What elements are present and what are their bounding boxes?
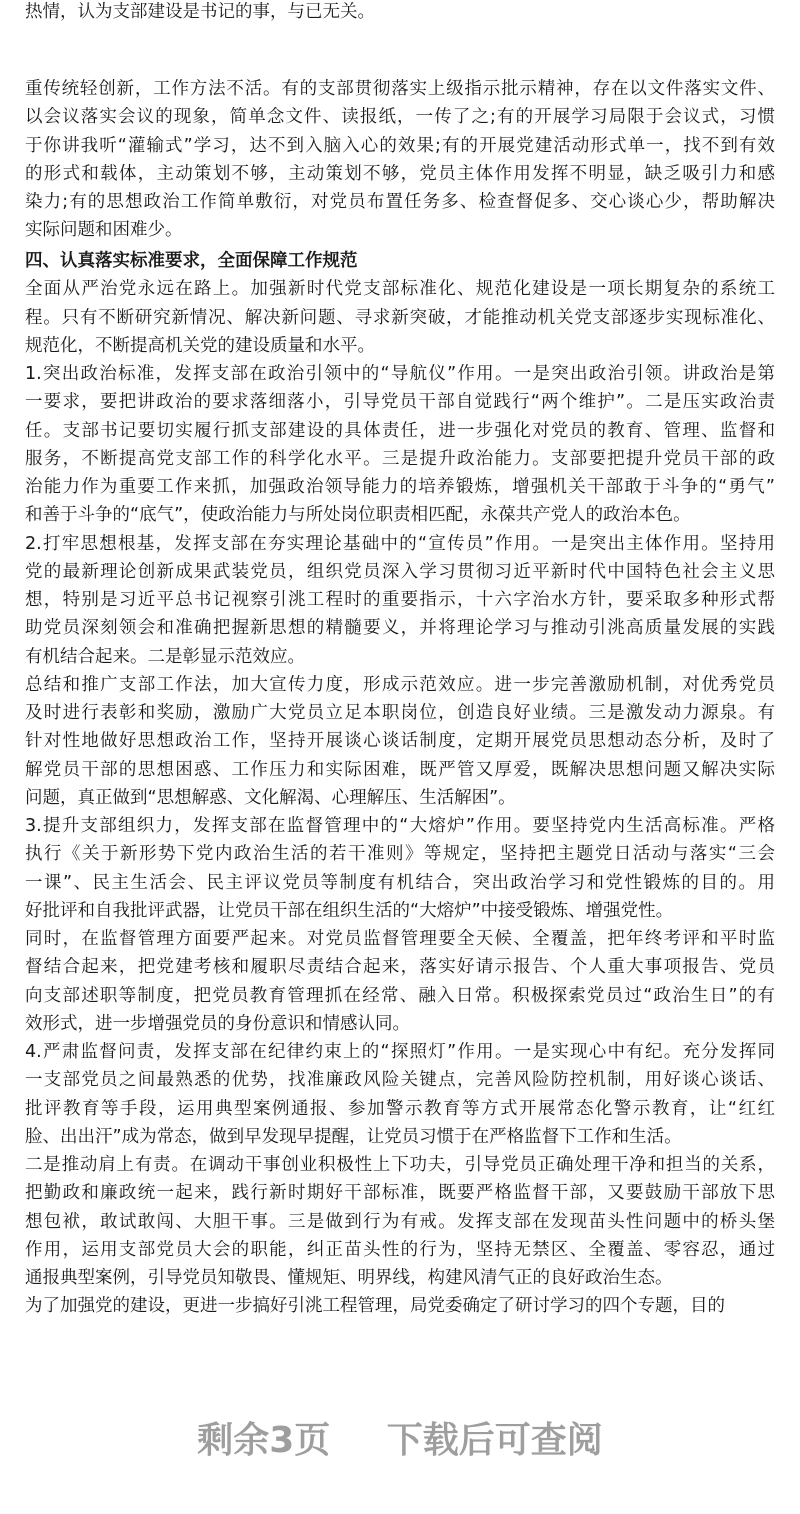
document-text-top	[25, 0, 775, 26]
text-line: 规范化，不断提高机关党的建设质量和水平。	[25, 335, 375, 356]
download-banner[interactable]	[0, 1412, 800, 1463]
text-line: 针对性地做好思想政治工作，坚持开展谈心谈话制度，定期开展党员思想动态分析，及时了	[25, 731, 775, 752]
paragraph	[25, 925, 775, 1038]
text-line: 重传统轻创新，工作方法不活。有的支部贯彻落实上级指示批示精神，存在以文件落实文件、	[25, 79, 775, 99]
text-line: 实际问题和困难少。	[25, 220, 183, 241]
document-text-main	[25, 247, 775, 1321]
text-line: 的形式和载体，主动策划不够，主动策划不够，党员主体作用发挥不明显，缺乏吸引力和感	[25, 163, 775, 184]
paragraph	[25, 275, 775, 360]
text-line: 治能力作为重要工作来抓，加强政治领导能力的培养锻炼，增强机关干部敢于斗争的“勇气”	[25, 477, 775, 497]
paragraph	[25, 671, 775, 812]
text-line: 党的最新理论创新成果武装党员，组织党员深入学习贯彻习近平新时代中国特色社会主义思	[25, 561, 775, 582]
paragraph	[25, 1292, 775, 1320]
text-line: 解党员干部的思想困惑、工作压力和实际困难，既严管又厚爱，既解决思想问题又解决实际	[25, 759, 775, 780]
text-line: 把勤政和廉政统一起来，践行新时期好干部标准，既要严格监督干部，又要鼓励干部放下思	[25, 1183, 775, 1204]
text-line: 及时进行表彰和奖励，激励广大党员立足本职岗位，创造良好业绩。三是激发动力源泉。有	[25, 703, 775, 723]
text-line: 效形式，进一步增强党员的身份意识和情感认同。	[25, 1013, 410, 1034]
text-line: 督结合起来，把党建考核和履职尽责结合起来，落实好请示报告、个人重大事项报告、党员	[25, 957, 775, 978]
text-line: 3.提升支部组织力，发挥支部在监督管理中的“大熔炉”作用。要坚持党内生活高标准。严格	[25, 816, 775, 836]
text-line: 想包袱，敢试敢闯、大胆干事。三是做到行为有戒。发挥支部在发现苗头性问题中的桥头堡	[25, 1211, 775, 1232]
text-line: 2.打牢思想根基，发挥支部在夯实理论基础中的“宣传员”作用。一是突出主体作用。坚持用	[25, 533, 775, 554]
document-text-mid	[25, 75, 775, 245]
text-line: 同时，在监督管理方面要严起来。对党员监督管理要全天候、全覆盖，把年终考评和平时监	[25, 929, 775, 949]
text-line: 和善于斗争的“底气”，使政治能力与所处岗位职责相匹配，永葆共产党人的政治本色。	[25, 505, 691, 526]
section-heading: 四、认真落实标准要求，全面保障工作规范	[25, 251, 358, 271]
text-line: 批评教育等手段，运用典型案例通报、参加警示教育等方式开展常态化警示教育，让“红红	[25, 1098, 775, 1119]
text-line: 脸、出出汗”成为常态，做到早发现早提醒，让党员习惯于在严格监督下工作和生活。	[25, 1126, 682, 1147]
text-line: 于你讲我听“灌输式”学习，达不到入脑入心的效果;有的开展党建活动形式单一，找不到有效	[25, 135, 775, 156]
text-line: 向支部述职等制度，把党员教育管理抓在经常、融入日常。积极探索党员过“政治生日”的有	[25, 985, 775, 1006]
text-line: 一支部党员之间最熟悉的优势，找准廉政风险关键点，完善风险防控机制，用好谈心谈话、	[25, 1070, 775, 1091]
text-line: 一课”、民主生活会、民主评议党员等制度有机结合，突出政治学习和党性锻炼的目的。用	[25, 872, 775, 893]
text-line: 执行《关于新形势下党内政治生活的若干准则》等规定，坚持把主题党日活动与落实“三会	[25, 844, 775, 865]
text-line: 1.突出政治标准，发挥支部在政治引领中的“导航仪”作用。一是突出政治引领。讲政治是第	[25, 364, 775, 384]
text-line: 热情，认为支部建设是书记的事，与已无关。	[25, 2, 375, 22]
text-line: 作用，运用支部党员大会的职能，纠正苗头性的行为，坚持无禁区、全覆盖、零容忍，通过	[25, 1239, 775, 1260]
paragraph	[25, 1151, 775, 1292]
paragraph	[25, 360, 775, 530]
text-line: 问题，真正做到“思想解惑、文化解渴、心理解压、生活解困”。	[25, 787, 516, 808]
text-line: 染力;有的思想政治工作简单敷衍，对党员布置任务多、检查督促多、交心谈心少，帮助解决	[25, 192, 775, 212]
text-line: 为了加强党的建设，更进一步搞好引洮工程管理，局党委确定了研讨学习的四个专题，目的	[25, 1296, 725, 1317]
text-line: 程。只有不断研究新情况、解决新问题、寻求新突破，才能推动机关党支部逐步实现标准化、	[25, 307, 775, 328]
paragraph	[25, 75, 775, 245]
text-line: 助党员深刻领会和准确把握新思想的精髓要义，并将理论学习与推动引洮高质量发展的实践	[25, 618, 775, 639]
text-line: 任。支部书记要切实履行抓支部建设的具体责任，进一步强化对党员的教育、管理、监督和	[25, 420, 775, 441]
text-line: 二是推动肩上有责。在调动干事创业积极性上下功夫，引导党员正确处理干净和担当的关系，	[25, 1155, 775, 1175]
download-to-view-label[interactable]: 下载后可查阅	[386, 1420, 603, 1461]
text-line: 4.严肃监督问责，发挥支部在纪律约束上的“探照灯”作用。一是实现心中有纪。充分发挥同	[25, 1042, 775, 1062]
text-line: 想，特别是习近平总书记视察引洮工程时的重要指示，十六字治水方针，要采取多种形式帮	[25, 590, 775, 610]
paragraph	[25, 1038, 775, 1151]
paragraph	[25, 812, 775, 925]
text-line: 有机结合起来。二是彰显示范效应。	[25, 646, 305, 667]
text-line: 通报典型案例，引导党员知敬畏、懂规矩、明界线，构建风清气正的良好政治生态。	[25, 1268, 673, 1288]
text-line: 好批评和自我批评武器，让党员干部在组织生活的“大熔炉”中接受锻炼、增强党性。	[25, 900, 674, 921]
text-line: 服务，不断提高党支部工作的科学化水平。三是提升政治能力。支部要把提升党员干部的政	[25, 448, 775, 469]
paragraph	[25, 530, 775, 671]
remaining-pages-label: 剩余3页	[197, 1420, 331, 1461]
text-line: 一要求，要把讲政治的要求落细落小，引导党员干部自觉践行“两个维护”。二是压实政治责	[25, 392, 775, 413]
text-line: 总结和推广支部工作法，加大宣传力度，形成示范效应。进一步完善激励机制，对优秀党员	[25, 674, 775, 695]
paragraph	[25, 0, 775, 26]
text-line: 以会议落实会议的现象，简单念文件、读报纸，一传了之;有的开展学习局限于会议式，习惯	[25, 107, 775, 128]
text-line: 全面从严治党永远在路上。加强新时代党支部标准化、规范化建设是一项长期复杂的系统工	[25, 279, 775, 300]
